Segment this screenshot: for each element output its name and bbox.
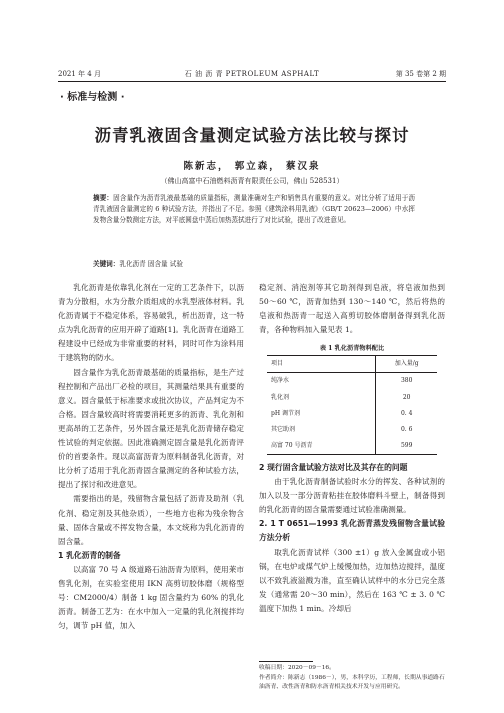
right-column	[259, 281, 445, 616]
header-date: 2021 年 4 月	[58, 70, 101, 78]
table-cell-name: pH 调节剂	[271, 409, 300, 417]
left-column	[58, 281, 244, 633]
footnote	[259, 664, 445, 693]
table-cell-value: 0. 4	[376, 406, 437, 422]
footnote-divider	[259, 661, 313, 662]
keywords-text: 乳化沥青 固含量 试验	[119, 260, 183, 268]
footnote-received: 收稿日期：2020－09－16。	[259, 665, 335, 671]
keywords-label: 关键词：	[93, 260, 120, 268]
abstract-text: 固含量作为沥青乳液最基础的质量指标，测量准确对生产和销售具有重要的意义。对比分析了适用于沥青乳液固含量测定的 6 种试验方法，并指出了不足。参照《建筑涂料用乳液》（GB/T 20623—2006）中水挥发物含量分数测定方法，对平底圆盘中蒸后加热蒸拭进行了对比试验，提出了改进意见。	[93, 194, 416, 225]
recipe-table	[267, 355, 437, 455]
header-journal: 石 油 沥 青 PETROLEUM ASPHALT	[184, 70, 320, 78]
table-cell-name: 乳化剂	[271, 393, 290, 401]
section-tag: · 标准与检测 ·	[60, 92, 125, 103]
body-paragraph: 以高富 70 号 A 级道路石油沥青为原料，使用莱市售乳化剂，在实验室使用 IKN 高剪切胶体磨（规格型号：CM2000/4）制备 1 kg 固含量约为 60% 的乳化沥青。制备工艺为：在水中加入一定量的乳化剂搅拌均匀，调节 pH 值，加入	[58, 564, 244, 631]
body-paragraph: 取乳化沥青试样（300 ±1）g 放入金属盘或小铝锅，在电炉或煤气炉上缓慢加热，边加热边搅拌，温度以不致乳液溢溅为准，直至确认试样中的水分已完全蒸发（通常需 20～30 min），然后在 163 ℃ ± 3. 0 ℃ 温度下加热 1 min。冷却后	[259, 547, 445, 613]
keywords	[93, 259, 415, 270]
article-title: 沥青乳液固含量测定试验方法比较与探讨	[94, 126, 410, 145]
header-divider	[58, 81, 446, 82]
table-row	[267, 406, 437, 422]
table-header-amount: 加入量/g	[376, 356, 437, 373]
table-row	[267, 373, 437, 390]
table-cell-value: 20	[376, 390, 437, 406]
section-1-heading: 1 乳化沥青的制备	[58, 550, 121, 560]
table-cell-value: 380	[376, 373, 437, 390]
table-cell-value: 599	[376, 438, 437, 455]
table-row	[267, 390, 437, 406]
header-volume: 第 35 卷第 2 期	[395, 70, 446, 78]
table-cell-name: 其它助剂	[271, 425, 296, 433]
running-header	[58, 68, 446, 80]
abstract	[93, 193, 415, 227]
body-paragraph: 乳化沥青是依靠乳化剂在一定的工艺条件下，以沥青为分散相，水为分散介质组成的水乳型液体材料。乳化沥青属于不稳定体系，容易破乳，析出沥青，这一特点为乳化沥青的应用开辟了道路[1]。乳化沥青在道路工程建设中已经成为非常重要的材料，同时可作为涂料用于建筑物的防水。	[58, 283, 244, 363]
table-header-item: 项目	[267, 356, 376, 373]
table-cell-name: 高富 70 号沥青	[267, 438, 376, 455]
article-authors: 陈新志， 郭立森， 蔡汉泉	[183, 161, 321, 172]
body-paragraph: 稳定剂、消泡剂等其它助剂得到皂液，将皂液加热到 50～60 ℃，沥青加热到 130～140 ℃，然后将热的皂液和热沥青一起送入高剪切胶体磨制备得到乳化沥青，各种物料加入量见表 1。	[259, 283, 445, 335]
footnote-author-bio: 作者简介：陈新志（1986－），男，本科学历，工程师，长期从事道路石油沥青、改性沥青和防水沥青相关技术开发与应用研究。	[259, 674, 445, 690]
author-affiliation: （佛山高富中石油燃料沥青有限责任公司，佛山 528531）	[160, 177, 344, 185]
table-row	[267, 438, 437, 455]
table-header-row	[267, 356, 437, 373]
table-cell-value: 0. 6	[376, 422, 437, 438]
body-paragraph: 由于乳化沥青制备试验时水分的挥发、各种试剂的加入以及一部分沥青粘挂在胶体磨料斗壁上，制备得到的乳化沥青的固含量需要通过试验准确测量。	[259, 477, 445, 515]
table-row	[267, 422, 437, 438]
section-2-1-heading: 2. 1 T 0651—1993 乳化沥青蒸发残留物含量试验方法分析	[259, 519, 445, 543]
abstract-label: 摘要：	[93, 194, 114, 202]
section-2-heading: 2 现行固含量试验方法对比及其存在的问题	[259, 462, 408, 472]
body-paragraph: 固含量作为乳化沥青最基础的质量指标，是生产过程控制和产品出厂必检的项目，其测量结果具有重要的意义。固含量低于标准要求或批次协议，产品判定为不合格。固含量较高时将需要消耗更多的沥青、乳化剂和更高昂的工艺条件，另外固含量还是乳化沥青储存稳定性试验的判定依据。因此准确测定固含量是乳化沥青评价的首要条件。现以高富沥青为原料制备乳化沥青，对比分析了适用于乳化沥青固含量测定的各种试验方法，提出了探讨和改进意见。	[58, 367, 244, 490]
body-paragraph: 需要指出的是，残留物含量包括了沥青及助剂（乳化剂、稳定剂及其他杂质），一些地方也称为残余物含量、固体含量或不挥发物含量，本文统称为乳化沥青的固含量。	[58, 494, 244, 546]
table-cell-name: 纯净水	[271, 377, 290, 385]
table-caption: 表 1 乳化沥青物料配比	[319, 345, 385, 353]
